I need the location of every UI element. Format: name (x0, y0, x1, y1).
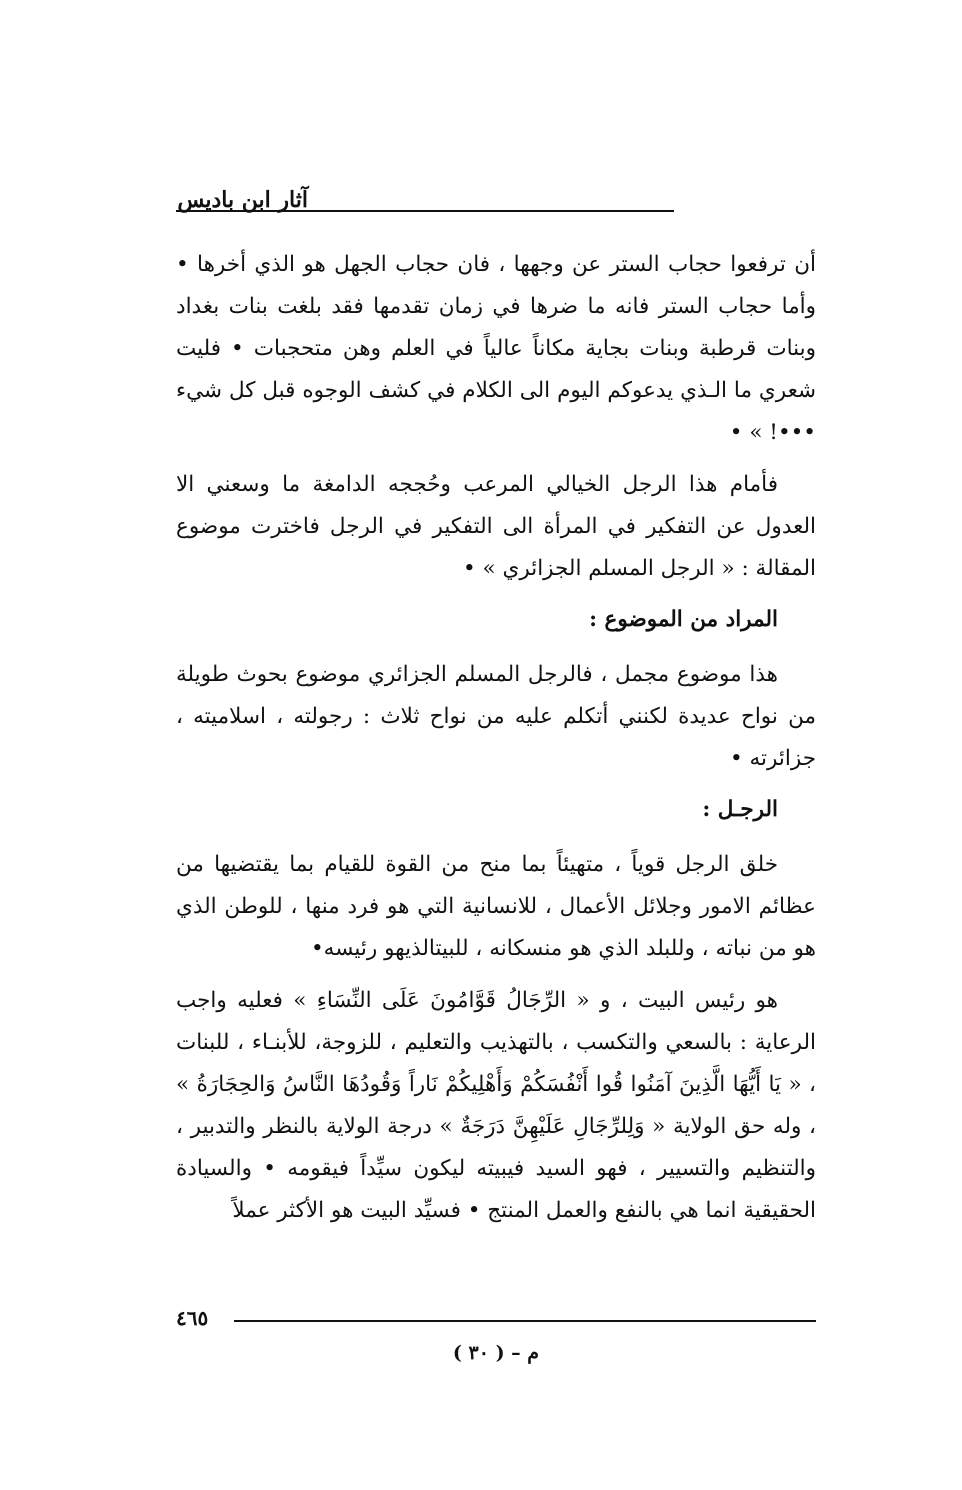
paragraph: أن ترفعوا حجاب الستر عن وجهها ، فان حجاب الجهل هو الذي أخرها • وأما حجاب الستر فانه ما ضرها في زمان تقدمها فقد بلغت بنات بغداد وبنات قرطبة وبنات بجاية مكاناً عالياً في العلم وهن متحجبات • فليت شعري ما الـذي يدعوكم اليوم الى الكلام في كشف الوجوه قبل كل شيء •••! » • (176, 252, 816, 445)
paragraph: فأمام هذا الرجل الخيالي المرعب وحُججه الدامغة ما وسعني الا العدول عن التفكير في المرأة الى التفكير في الرجل فاخترت موضوع المقالة : « الرجل المسلم الجزائري » • (176, 472, 816, 581)
running-header (176, 184, 816, 224)
page-number: ٤٦٥ (176, 1306, 209, 1330)
paragraph: هو رئيس البيت ، و « الرِّجَالُ قَوَّامُونَ عَلَى النِّسَاءِ » فعليه واجب الرعاية : بالسعي والتكسب ، بالتهذيب والتعليم ، للزوجة، للأبنـاء ، للبنات ، « يَا أَيُّهَا الَّذِينَ آمَنُوا قُوا أَنْفُسَكُمْ وَأَهْلِيكُمْ نَاراً وَقُودُهَا النَّاسُ وَالحِجَارَةُ » ، وله حق الولاية « وَلِلرِّجَالِ عَلَيْهِنَّ دَرَجَةٌ » درجة الولاية بالنظر والتدبير ، والتنظيم والتسيير ، فهو السيد فيبيته ليكون سيِّداً فيقومه • والسيادة الحقيقية انما هي بالنفع والعمل المنتج • فسيِّد البيت هو الأكثر عملاً (176, 988, 816, 1223)
body-text (176, 244, 816, 1242)
paragraph: هذا موضوع مجمل ، فالرجل المسلم الجزائري موضوع بحوث طويلة من نواح عديدة لكنني أتكلم عليه من نواح ثلاث : رجولته ، اسلاميته ، جزائرته • (176, 662, 816, 771)
paragraph: خلق الرجل قوياً ، متهيئاً بما منح من القوة للقيام بما يقتضيها من عظائم الامور وجلائل الأعمال ، للانسانية التي هو فرد منها ، للوطن الذي هو من نباته ، وللبلد الذي هو منسكانه ، للبيتالذيهو رئيسه• (176, 852, 816, 961)
section-heading: الرجـل : (702, 797, 778, 822)
page-footer (176, 1296, 816, 1364)
signature-mark: م – ( ٣٠ ) (452, 1342, 540, 1364)
header-rule (176, 210, 674, 212)
running-header-title: آثار ابن باديس (177, 187, 308, 213)
footer-rule (234, 1320, 816, 1322)
section-heading: المراد من الموضوع : (589, 607, 778, 632)
